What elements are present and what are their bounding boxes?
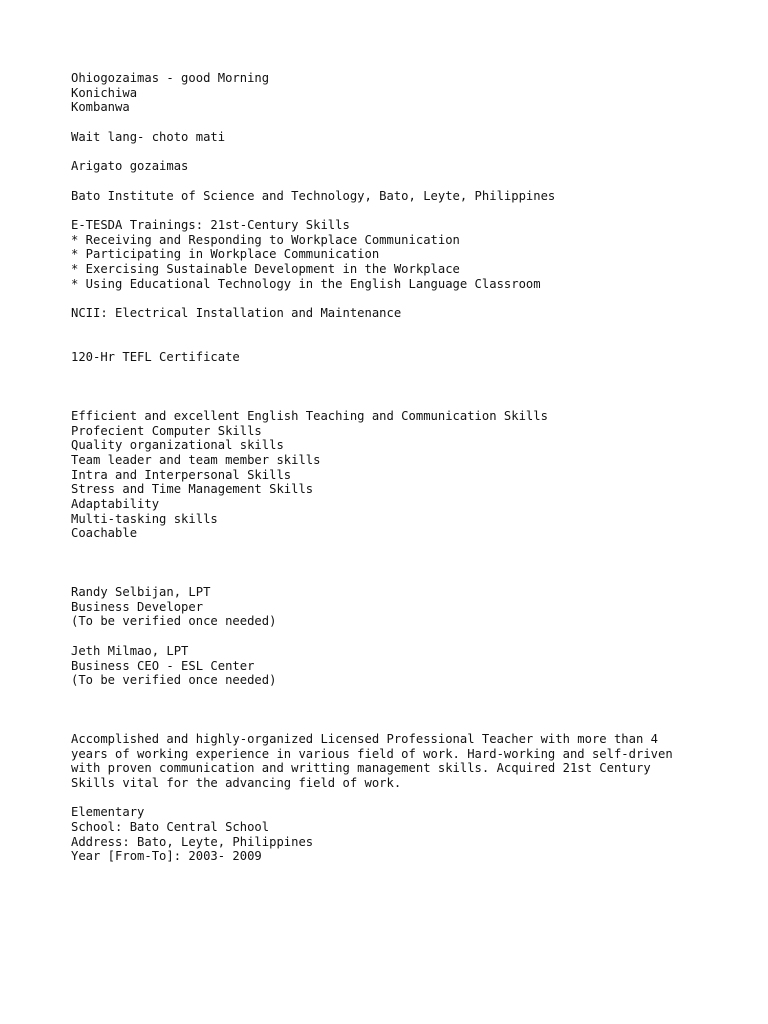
education-section: [71, 805, 711, 864]
training-item: * Exercising Sustainable Development in the Workplace: [71, 261, 460, 276]
spacer: [71, 629, 711, 644]
school-name: Bato Institute of Science and Technology, Bato, Leyte, Philippines: [71, 188, 556, 203]
summary-line: Skills vital for the advancing field of work.: [71, 776, 402, 790]
training-item: * Participating in Workplace Communication: [71, 247, 380, 262]
skill-item: Coachable: [71, 526, 138, 541]
skill-item: Intra and Interpersonal Skills: [71, 467, 292, 482]
spacer: [71, 144, 711, 159]
greeting-wait: Wait lang- choto mati: [71, 129, 226, 144]
reference-title: Business CEO - ESL Center: [71, 658, 255, 673]
resume-document: [71, 71, 711, 864]
spacer: [71, 174, 711, 189]
reference-note: (To be verified once needed): [71, 673, 277, 688]
spacer: [71, 394, 711, 409]
spacer: [71, 717, 711, 732]
reference-entry: [71, 644, 711, 688]
references-section: [71, 585, 711, 688]
trainings-heading: E-TESDA Trainings: 21st-Century Skills: [71, 217, 350, 232]
greeting-line: Konichiwa: [71, 85, 138, 100]
education-years: Year [From-To]: 2003- 2009: [71, 849, 262, 864]
spacer: [71, 688, 711, 703]
education-address: Address: Bato, Leyte, Philippines: [71, 834, 314, 849]
spacer: [71, 570, 711, 585]
tefl-certificate: 120-Hr TEFL Certificate: [71, 350, 240, 365]
reference-note: (To be verified once needed): [71, 614, 277, 629]
greeting-line: Ohiogozaimas - good Morning: [71, 71, 270, 85]
skill-item: Profecient Computer Skills: [71, 423, 262, 438]
training-item: * Using Educational Technology in the English Language Classroom: [71, 276, 541, 291]
reference-name: Jeth Milmao, LPT: [71, 643, 189, 658]
summary-section: [71, 732, 711, 791]
spacer: [71, 541, 711, 556]
education-school: School: Bato Central School: [71, 820, 270, 835]
summary-line: with proven communication and writting management skills. Acquired 21st Century: [71, 761, 651, 776]
spacer: [71, 291, 711, 306]
spacer: [71, 335, 711, 350]
greeting-thanks: Arigato gozaimas: [71, 159, 189, 174]
skill-item: Stress and Time Management Skills: [71, 482, 314, 497]
spacer: [71, 115, 711, 130]
spacer: [71, 365, 711, 380]
skill-item: Adaptability: [71, 496, 160, 511]
spacer: [71, 379, 711, 394]
summary-line: years of working experience in various field of work. Hard-working and self-driven: [71, 746, 673, 761]
greeting-line: Kombanwa: [71, 100, 130, 115]
spacer: [71, 203, 711, 218]
spacer: [71, 791, 711, 806]
skill-item: Efficient and excellent English Teaching and Communication Skills: [71, 408, 548, 423]
greetings-section: [71, 71, 711, 115]
skill-item: Multi-tasking skills: [71, 511, 218, 526]
reference-name: Randy Selbijan, LPT: [71, 585, 211, 600]
skill-item: Team leader and team member skills: [71, 452, 321, 467]
skill-item: Quality organizational skills: [71, 438, 284, 453]
reference-entry: [71, 585, 711, 629]
training-item: * Receiving and Responding to Workplace Communication: [71, 232, 460, 247]
education-level: Elementary: [71, 805, 145, 820]
summary-line: Accomplished and highly-organized Licensed Professional Teacher with more than 4: [71, 731, 658, 746]
skills-section: [71, 409, 711, 541]
spacer: [71, 556, 711, 571]
reference-title: Business Developer: [71, 599, 204, 614]
ncii-certificate: NCII: Electrical Installation and Maintenance: [71, 306, 402, 320]
spacer: [71, 321, 711, 336]
spacer: [71, 703, 711, 718]
trainings-section: [71, 218, 711, 365]
